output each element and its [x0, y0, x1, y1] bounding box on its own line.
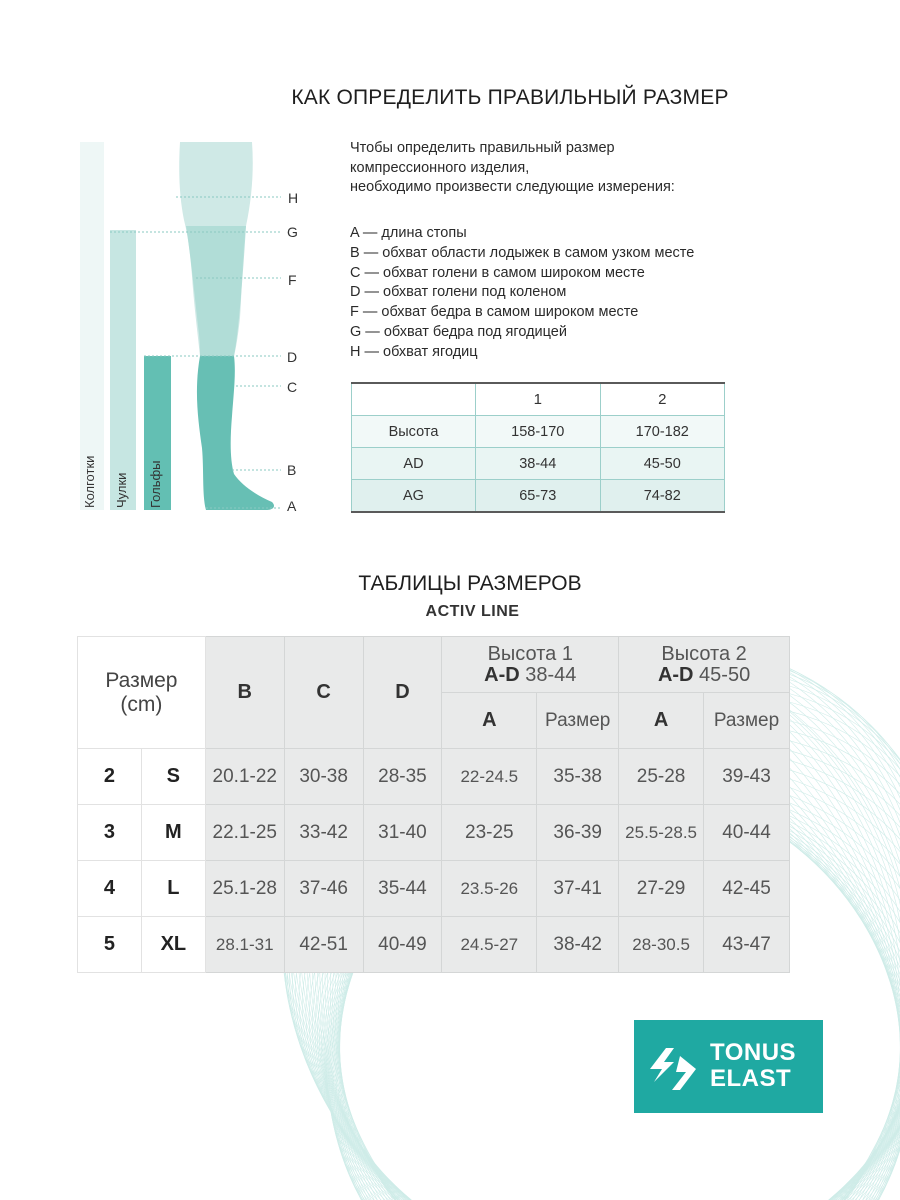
- height-1-header: [442, 637, 619, 693]
- table-cell: 65-73: [476, 480, 601, 513]
- table-cell: 28-35: [363, 749, 442, 805]
- tights-label: Колготки: [82, 455, 97, 508]
- height-1-ad: A-D: [484, 663, 520, 686]
- table-cell: 37-41: [537, 861, 619, 917]
- measurement-item: A — длина стопы: [350, 225, 467, 241]
- point-label-c: C: [287, 379, 298, 395]
- size-letter: L: [141, 861, 205, 917]
- table-cell: 23.5-26: [442, 861, 537, 917]
- intro-line: необходимо произвести следующие измерения:: [350, 179, 675, 195]
- table-row: [352, 480, 725, 513]
- measurement-item: B — обхват области лодыжек в самом узком месте: [350, 244, 695, 261]
- table-cell: AD: [352, 448, 476, 480]
- leg-lower: [197, 356, 274, 510]
- table-cell: 25.5-28.5: [619, 805, 704, 861]
- table-cell: 170-182: [600, 416, 725, 448]
- table-header-cell: 2: [600, 383, 725, 416]
- table-cell: 30-38: [284, 749, 363, 805]
- height-1-a-header: A: [442, 693, 537, 749]
- table-cell: Высота: [352, 416, 476, 448]
- table-cell: 37-46: [284, 861, 363, 917]
- size-number: 2: [78, 749, 142, 805]
- height-1-size-header: Размер: [537, 693, 619, 749]
- table-cell: 74-82: [600, 480, 725, 513]
- size-number: 5: [78, 917, 142, 973]
- size-header-cell: [78, 637, 206, 749]
- point-label-a: A: [287, 498, 297, 514]
- table-cell: [352, 383, 476, 416]
- measurements-list: [350, 224, 870, 363]
- measurement-item: C — обхват голени в самом широком месте: [350, 264, 645, 281]
- height-2-header: [619, 637, 790, 693]
- table-row: [352, 416, 725, 448]
- logo-line-1: TONUS: [710, 1039, 797, 1066]
- table-cell: 27-29: [619, 861, 704, 917]
- knee-socks-label: Гольфы: [148, 460, 163, 508]
- table-header-cell: 1: [476, 383, 601, 416]
- logo-wordmark: [710, 1040, 796, 1092]
- table-cell: 20.1-22: [205, 749, 284, 805]
- stockings-label: Чулки: [114, 472, 129, 508]
- height-2-a-header: A: [619, 693, 704, 749]
- table-cell: 22.1-25: [205, 805, 284, 861]
- size-letter: XL: [141, 917, 205, 973]
- table-row: [352, 383, 725, 416]
- table-cell: 24.5-27: [442, 917, 537, 973]
- height-2-range: 45-50: [699, 663, 751, 686]
- table-cell: AG: [352, 480, 476, 513]
- table-cell: 28-30.5: [619, 917, 704, 973]
- table-cell: 38-42: [537, 917, 619, 973]
- intro-text: [350, 139, 870, 198]
- logo-line-2: ELAST: [710, 1065, 792, 1092]
- table-cell: 33-42: [284, 805, 363, 861]
- sizes-subtitle: ACTIV LINE: [425, 603, 520, 620]
- table-cell: 22-24.5: [442, 749, 537, 805]
- table-cell: 28.1-31: [205, 917, 284, 973]
- table-cell: 35-38: [537, 749, 619, 805]
- point-label-d: D: [287, 349, 298, 365]
- table-row: [78, 805, 790, 861]
- height-2-size-header: Размер: [704, 693, 790, 749]
- table-cell: 36-39: [537, 805, 619, 861]
- table-cell: 31-40: [363, 805, 442, 861]
- size-letter: S: [141, 749, 205, 805]
- table-cell: 35-44: [363, 861, 442, 917]
- table-header-row: [78, 637, 790, 693]
- table-cell: 25-28: [619, 749, 704, 805]
- table-row: [352, 448, 725, 480]
- tonus-elast-logo: [634, 1020, 823, 1113]
- leg-diagram-graphic: [76, 140, 316, 520]
- table-cell: 45-50: [600, 448, 725, 480]
- point-label-g: G: [287, 224, 298, 240]
- table-cell: 40-49: [363, 917, 442, 973]
- page-title: КАК ОПРЕДЕЛИТЬ ПРАВИЛЬНЫЙ РАЗМЕР: [291, 86, 729, 109]
- size-number: 4: [78, 861, 142, 917]
- height-1-range: 38-44: [525, 663, 577, 686]
- height-table: [351, 382, 725, 513]
- table-cell: 38-44: [476, 448, 601, 480]
- table-cell: 43-47: [704, 917, 790, 973]
- size-table: [77, 636, 790, 973]
- table-cell: 40-44: [704, 805, 790, 861]
- size-header-label: Размер: [105, 668, 178, 692]
- intro-line: компрессионного изделия,: [350, 159, 530, 176]
- leg-diagram: [76, 140, 316, 520]
- size-number: 3: [78, 805, 142, 861]
- intro-line: Чтобы определить правильный размер: [350, 140, 615, 156]
- size-letter: M: [141, 805, 205, 861]
- table-cell: 158-170: [476, 416, 601, 448]
- table-row: [78, 861, 790, 917]
- stockings-bar: [110, 230, 136, 510]
- sizes-title: ТАБЛИЦЫ РАЗМЕРОВ: [358, 572, 582, 595]
- measurement-item: H — обхват ягодиц: [350, 343, 478, 360]
- table-cell: 39-43: [704, 749, 790, 805]
- height-1-title: Высота 1: [487, 642, 573, 665]
- col-d-header: D: [363, 637, 442, 749]
- point-label-b: B: [287, 462, 297, 478]
- measurement-item: F — обхват бедра в самом широком месте: [350, 304, 639, 321]
- point-label-h: H: [288, 190, 299, 206]
- point-label-f: F: [288, 272, 297, 288]
- table-row: [78, 917, 790, 973]
- col-c-header: C: [284, 637, 363, 749]
- size-header-unit: (cm): [120, 692, 163, 716]
- table-cell: 25.1-28: [205, 861, 284, 917]
- table-cell: 23-25: [442, 805, 537, 861]
- logo-mark-icon: [646, 1042, 700, 1096]
- table-cell: 42-51: [284, 917, 363, 973]
- measurement-item: G — обхват бедра под ягодицей: [350, 323, 567, 340]
- table-row: [78, 749, 790, 805]
- col-b-header: B: [205, 637, 284, 749]
- measurement-item: D — обхват голени под коленом: [350, 284, 567, 301]
- table-cell: 42-45: [704, 861, 790, 917]
- height-2-ad: A-D: [657, 663, 694, 686]
- height-2-title: Высота 2: [661, 642, 747, 665]
